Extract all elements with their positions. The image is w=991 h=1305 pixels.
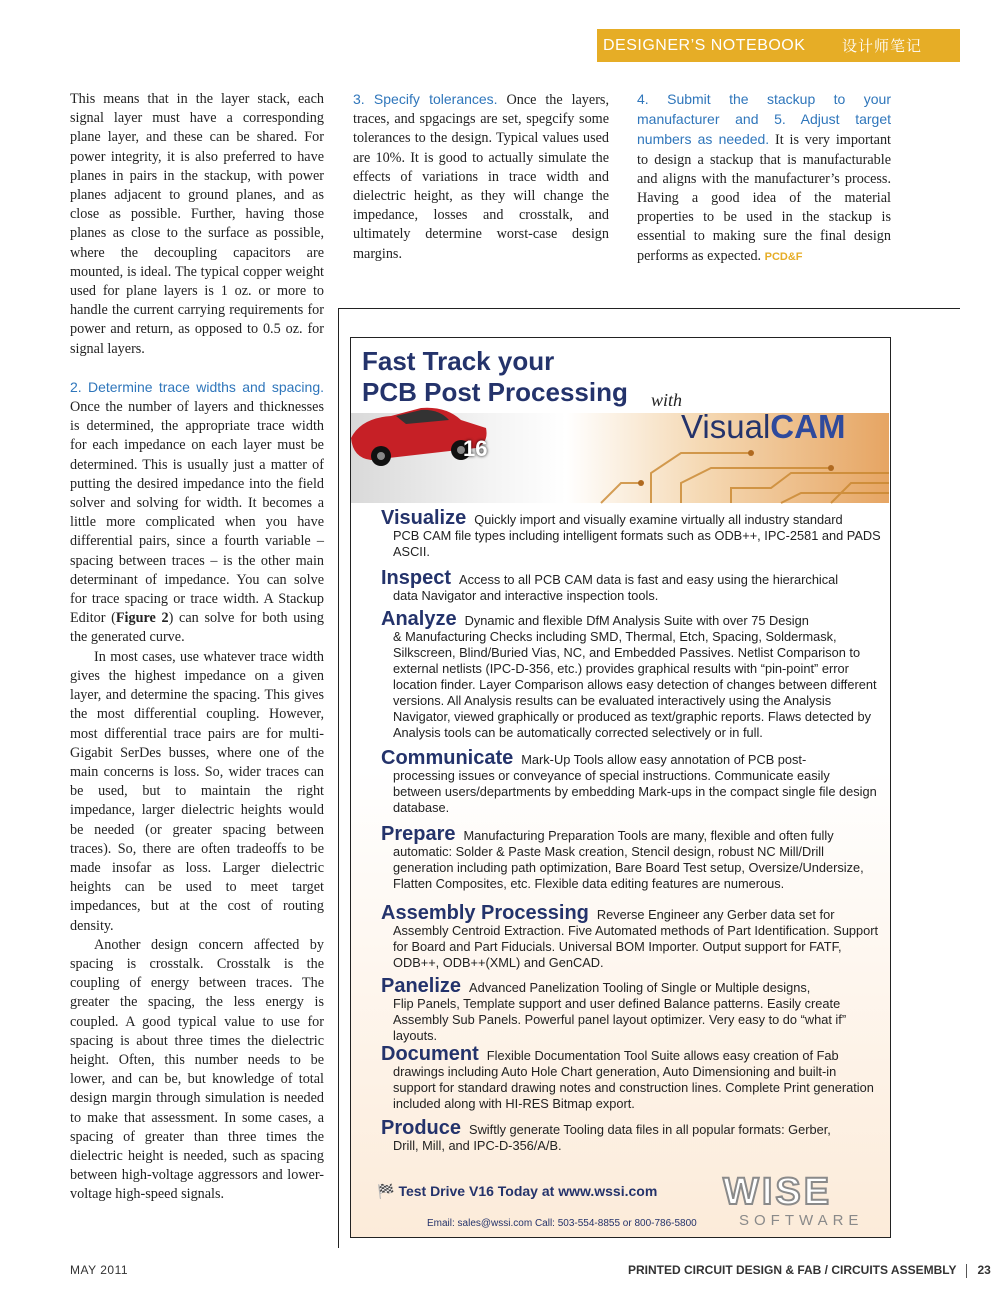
visualcam-logo: VisualCAM (681, 408, 846, 445)
feature-name: Inspect (381, 567, 452, 589)
feature-name: Communicate (381, 747, 514, 769)
paragraph: 3. Specify tolerances. Once the layers, traces, and spgacings are set, spegcify some tolerances to the design. Typical values used are 10%. It is good to actually simulate the effects of variations in trace width and dielectric height, as they will change the impedance, losses and crosstalk, and ultimately determine worst-case design margins. (353, 91, 609, 262)
car-number: 16 (463, 436, 488, 461)
feature-panelize: Panelize Advanced Panelization Tooling of Single or Multiple designs, Flip Panels, Template support and user defined Balance patterns. Easily create Assembly Sub Panels. Powerful panel layout optimizer. Very easy to do “what if” layouts. (381, 975, 847, 1043)
feature-name: Prepare (381, 823, 456, 845)
contact-info: Email: sales@wssi.com Call: 503-554-8855 or 800-786-5800 (427, 1218, 697, 1229)
wise-logo: WISE (723, 1171, 833, 1213)
section-title-chinese: 设计师笔记 (841, 38, 922, 55)
checkered-flag-icon: 🏁 (377, 1183, 395, 1199)
feature-prepare: Prepare Manufacturing Preparation Tools are many, flexible and often fully automatic: Solder & Paste Mask creation, Stencil design, robust NC Mill/Drill generation including path optimization, Bare Board Test setup, Oversize/Undersize, Flatten Composites, etc. Flexible data editing features are numerous. (381, 823, 864, 891)
step-heading: 2. Determine trace widths and spacing. (70, 378, 324, 395)
page-number: 23 (977, 1263, 991, 1277)
step-heading: 3. Specify tolerances. (353, 91, 498, 107)
column-2 (353, 90, 609, 264)
feature-analyze: Analyze Dynamic and flexible DfM Analysis Suite with over 75 Design & Manufacturing Checks including SMD, Thermal, Etch, Spacing, Soldermask, Silkscreen, Blind/Buried Vias, NC, and Embedded Passives. Netlist Comparison to external netlists (IPC-D-356, etc.) provides graphical results with “pin-point” error location finder. Layer Comparison allows easy detection of changes between different versions. All Analysis results can be evaluated interactively using the Analysis Navigator, viewed graphically or produced as text/graphic reports. Flaws detected by Analysis tools can be automatically corrected selectively or in full. (381, 608, 877, 740)
column-1 (70, 90, 324, 1205)
ad-title: Fast Track your PCB Post Processing (362, 346, 628, 407)
paragraph: This means that in the layer stack, each signal layer must have a corresponding plane layer, and these can be shared. For power integrity, it is also preferred to have planes in pairs in the stackup, with power planes adjacent to ground planes, and as close as possible. Further, having those planes as close to the surface as possible, where the decoupling capacitors are mounted, is ideal. The typical copper weight used for plane layers is 1 oz. or more to handle the current carrying requirements for power and return, as opposed to 0.5 oz. for signal layers. (70, 91, 324, 357)
feature-name: Visualize (381, 507, 467, 529)
feature-inspect: Inspect Access to all PCB CAM data is fast and easy using the hierarchical data Navigator and interactive inspection tools. (381, 567, 839, 603)
feature-communicate: Communicate Mark-Up Tools allow easy annotation of PCB post- processing issues or conveyance of special instructions. Communicate easily between users/departments by embedding Mark-ups in the compact single file design database. (381, 747, 877, 815)
feature-produce: Produce Swiftly generate Tooling data files in all popular formats: Gerber, Drill, Mill, and IPC-D-356/A/B. (381, 1117, 831, 1153)
section-header (597, 29, 960, 62)
paragraph: 4. Submit the stackup to your manufacturer and 5. Adjust target numbers as needed. It is very important to design a stackup that is manufacturable and aligns with the manufacturer’s process. Having a good idea of the material properties to be used in the stackup is essential to making sure the final design performs as expected. PCD&F (637, 91, 892, 264)
feature-document: Document Flexible Documentation Tool Suite allows easy creation of Fab drawings including Auto Hole Chart generation, Auto Dimensioning and built-in support for standard drawing notes and construction lines. Complete Print generation included along with HI-RES Bitmap export. (381, 1043, 874, 1111)
feature-name: Document (381, 1043, 479, 1065)
end-tag: PCD&F (764, 250, 803, 263)
paragraph: 2. Determine trace widths and spacing. Once the number of layers and thicknesses is determined, the appropriate trace width for each impedance on each layer must be determined. This is usually just a matter of putting the desired impedance into the field solver and solving for width. It becomes a little more complicated when you have differential pairs, since a fourth variable – spacing between traces – is the other main determinant of impedance. You can solve for trace spacing or trace width. A Stackup Editor (Figure 2) can solve for both using the generated curve. (70, 378, 324, 646)
paragraph: Another design concern affected by spacing is crosstalk. Crosstalk is the coupling of energy between traces. The greater the spacing, the less energy is coupled. A good typical value to use for spacing is about three times the dielectric height. Often, this number needs to be lower, and can be, but knowledge of total design margin through simulation is needed to make that assessment. In some cases, a spacing of greater than three times the dielectric height is needed, such as spacing between high-voltage aggressors and lower-voltage high-speed signals. (70, 936, 324, 1203)
column-3 (637, 90, 891, 267)
footer-date: MAY 2011 (70, 1263, 129, 1277)
advertisement[interactable] (350, 337, 891, 1238)
feature-assembly-processing: Assembly Processing Reverse Engineer any Gerber data set for Assembly Centroid Extraction. Five Automated methods of Part Identification. Support for Board and Part Fiducials. Universal BOM Importer. Output support for FATF, ODB++, ODB++(XML) and GenCAD. (381, 902, 879, 970)
footer-publication: PRINTED CIRCUIT DESIGN & FAB / CIRCUITS ASSEMBLY 23 (628, 1263, 991, 1277)
with-script: with (651, 390, 683, 410)
section-title: DESIGNER’S NOTEBOOK (603, 36, 806, 54)
software-wordmark: SOFTWARE (739, 1212, 864, 1229)
feature-name: Analyze (381, 608, 457, 630)
step-heading: 4. Submit the stackup to your manufacturer and 5. Adjust target numbers as needed. (637, 91, 891, 148)
feature-name: Produce (381, 1117, 462, 1139)
feature-name: Assembly Processing (381, 902, 589, 924)
test-drive-cta[interactable]: 🏁 Test Drive V16 Today at www.wssi.com (377, 1183, 658, 1199)
paragraph: In most cases, use whatever trace width gives the highest impedance on a given layer, and determine the spacing. This gives the most differential coupling. However, most differential trace pairs are for multi-Gigabit SerDes busses, where one of the main concerns is loss. So, wider traces can be used, but to maintain the right impedance, larger dielectric heights would be needed (or greater spacing between traces). So, there are often tradeoffs to be made insofar as loss. Larger dielectric heights can be used to meet target impedances, but at the cost of routing density. (70, 648, 324, 934)
feature-name: Panelize (381, 975, 462, 997)
figure-ref: Figure 2 (115, 610, 169, 627)
feature-visualize: Visualize Quickly import and visually examine virtually all industry standard PCB CAM file types including intelligent formats such as ODB++, IPC-2581 and PADS ASCII. (381, 507, 881, 559)
